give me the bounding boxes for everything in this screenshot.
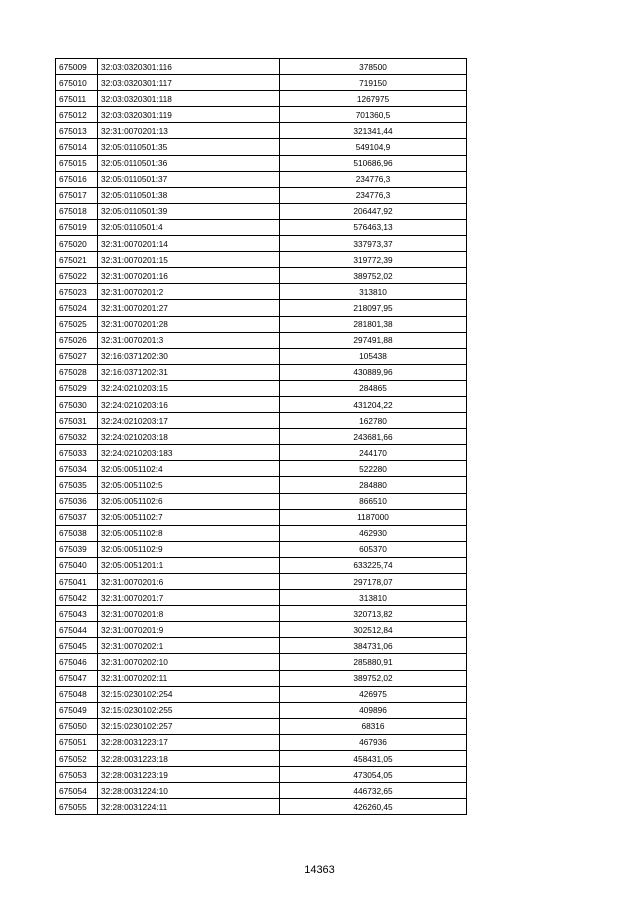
- cadastral-number-cell: 32:31:0070201:2: [98, 284, 280, 300]
- row-number-cell: 675052: [56, 751, 98, 767]
- table-body: [56, 59, 467, 815]
- row-number-cell: 675035: [56, 477, 98, 493]
- value-cell: 549104,9: [280, 139, 467, 155]
- table-row: [56, 268, 467, 284]
- row-number-cell: 675045: [56, 638, 98, 654]
- cadastral-number-cell: 32:31:0070201:16: [98, 268, 280, 284]
- cadastral-number-cell: 32:05:0110501:4: [98, 219, 280, 235]
- table-row: [56, 638, 467, 654]
- cadastral-number-cell: 32:31:0070202:11: [98, 670, 280, 686]
- row-number-cell: 675029: [56, 380, 98, 396]
- cadastral-number-cell: 32:05:0051102:6: [98, 493, 280, 509]
- cadastral-number-cell: 32:16:0371202:31: [98, 364, 280, 380]
- cadastral-number-cell: 32:31:0070201:15: [98, 252, 280, 268]
- table-row: [56, 718, 467, 734]
- value-cell: 701360,5: [280, 107, 467, 123]
- row-number-cell: 675014: [56, 139, 98, 155]
- table-row: [56, 123, 467, 139]
- row-number-cell: 675030: [56, 396, 98, 412]
- table-row: [56, 670, 467, 686]
- cadastral-number-cell: 32:24:0210203:18: [98, 429, 280, 445]
- cadastral-number-cell: 32:24:0210203:15: [98, 380, 280, 396]
- value-cell: 297178,07: [280, 574, 467, 590]
- cadastral-number-cell: 32:05:0110501:36: [98, 155, 280, 171]
- value-cell: 320713,82: [280, 606, 467, 622]
- row-number-cell: 675010: [56, 75, 98, 91]
- row-number-cell: 675022: [56, 268, 98, 284]
- row-number-cell: 675031: [56, 413, 98, 429]
- table-row: [56, 493, 467, 509]
- value-cell: 426260,45: [280, 799, 467, 815]
- cadastral-number-cell: 32:05:0110501:35: [98, 139, 280, 155]
- value-cell: 409896: [280, 702, 467, 718]
- table-row: [56, 590, 467, 606]
- cadastral-number-cell: 32:05:0110501:39: [98, 203, 280, 219]
- value-cell: 284865: [280, 380, 467, 396]
- table-row: [56, 171, 467, 187]
- row-number-cell: 675019: [56, 219, 98, 235]
- row-number-cell: 675011: [56, 91, 98, 107]
- table-row: [56, 445, 467, 461]
- row-number-cell: 675050: [56, 718, 98, 734]
- table-row: [56, 300, 467, 316]
- cadastral-number-cell: 32:16:0371202:30: [98, 348, 280, 364]
- cadastral-number-cell: 32:28:0031224:11: [98, 799, 280, 815]
- cadastral-number-cell: 32:15:0230102:255: [98, 702, 280, 718]
- row-number-cell: 675053: [56, 767, 98, 783]
- table-row: [56, 107, 467, 123]
- row-number-cell: 675054: [56, 783, 98, 799]
- value-cell: 458431,05: [280, 751, 467, 767]
- value-cell: 430889,96: [280, 364, 467, 380]
- row-number-cell: 675038: [56, 525, 98, 541]
- table-row: [56, 525, 467, 541]
- table-row: [56, 574, 467, 590]
- value-cell: 426975: [280, 686, 467, 702]
- row-number-cell: 675012: [56, 107, 98, 123]
- cadastral-number-cell: 32:05:0051201:1: [98, 557, 280, 573]
- value-cell: 719150: [280, 75, 467, 91]
- table-row: [56, 396, 467, 412]
- value-cell: 1187000: [280, 509, 467, 525]
- cadastral-value-table: [55, 58, 467, 815]
- cadastral-number-cell: 32:15:0230102:254: [98, 686, 280, 702]
- row-number-cell: 675027: [56, 348, 98, 364]
- value-cell: 321341,44: [280, 123, 467, 139]
- row-number-cell: 675013: [56, 123, 98, 139]
- row-number-cell: 675049: [56, 702, 98, 718]
- row-number-cell: 675048: [56, 686, 98, 702]
- cadastral-number-cell: 32:31:0070201:13: [98, 123, 280, 139]
- value-cell: 105438: [280, 348, 467, 364]
- table-row: [56, 413, 467, 429]
- row-number-cell: 675041: [56, 574, 98, 590]
- table-row: [56, 252, 467, 268]
- row-number-cell: 675025: [56, 316, 98, 332]
- row-number-cell: 675028: [56, 364, 98, 380]
- value-cell: 337973,37: [280, 236, 467, 252]
- value-cell: 313810: [280, 284, 467, 300]
- value-cell: 234776,3: [280, 187, 467, 203]
- table-row: [56, 509, 467, 525]
- cadastral-number-cell: 32:03:0320301:118: [98, 91, 280, 107]
- table-row: [56, 219, 467, 235]
- table-row: [56, 203, 467, 219]
- cadastral-number-cell: 32:03:0320301:119: [98, 107, 280, 123]
- row-number-cell: 675024: [56, 300, 98, 316]
- cadastral-number-cell: 32:24:0210203:183: [98, 445, 280, 461]
- cadastral-number-cell: 32:31:0070201:9: [98, 622, 280, 638]
- table-row: [56, 654, 467, 670]
- table-row: [56, 364, 467, 380]
- table-row: [56, 477, 467, 493]
- cadastral-number-cell: 32:31:0070201:8: [98, 606, 280, 622]
- value-cell: 510686,96: [280, 155, 467, 171]
- row-number-cell: 675018: [56, 203, 98, 219]
- value-cell: 866510: [280, 493, 467, 509]
- table-row: [56, 59, 467, 75]
- row-number-cell: 675037: [56, 509, 98, 525]
- cadastral-number-cell: 32:24:0210203:16: [98, 396, 280, 412]
- value-cell: 605370: [280, 541, 467, 557]
- value-cell: 633225,74: [280, 557, 467, 573]
- value-cell: 313810: [280, 590, 467, 606]
- table-row: [56, 332, 467, 348]
- table-row: [56, 557, 467, 573]
- table-row: [56, 316, 467, 332]
- value-cell: 389752,02: [280, 268, 467, 284]
- value-cell: 234776,3: [280, 171, 467, 187]
- cadastral-number-cell: 32:05:0051102:7: [98, 509, 280, 525]
- value-cell: 446732,65: [280, 783, 467, 799]
- value-cell: 384731,06: [280, 638, 467, 654]
- row-number-cell: 675044: [56, 622, 98, 638]
- cadastral-number-cell: 32:28:0031223:19: [98, 767, 280, 783]
- cadastral-number-cell: 32:31:0070201:6: [98, 574, 280, 590]
- row-number-cell: 675032: [56, 429, 98, 445]
- cadastral-number-cell: 32:28:0031224:10: [98, 783, 280, 799]
- table-row: [56, 767, 467, 783]
- value-cell: 243681,66: [280, 429, 467, 445]
- cadastral-number-cell: 32:31:0070201:7: [98, 590, 280, 606]
- value-cell: 297491,88: [280, 332, 467, 348]
- row-number-cell: 675042: [56, 590, 98, 606]
- table-row: [56, 380, 467, 396]
- table-row: [56, 734, 467, 750]
- value-cell: 284880: [280, 477, 467, 493]
- table-row: [56, 187, 467, 203]
- row-number-cell: 675039: [56, 541, 98, 557]
- value-cell: 522280: [280, 461, 467, 477]
- value-cell: 1267975: [280, 91, 467, 107]
- cadastral-number-cell: 32:31:0070201:27: [98, 300, 280, 316]
- value-cell: 302512,84: [280, 622, 467, 638]
- table-row: [56, 429, 467, 445]
- table-row: [56, 783, 467, 799]
- table-row: [56, 606, 467, 622]
- table-row: [56, 622, 467, 638]
- value-cell: 319772,39: [280, 252, 467, 268]
- table-row: [56, 155, 467, 171]
- table-row: [56, 236, 467, 252]
- cadastral-number-cell: 32:15:0230102:257: [98, 718, 280, 734]
- cadastral-number-cell: 32:31:0070202:10: [98, 654, 280, 670]
- row-number-cell: 675047: [56, 670, 98, 686]
- row-number-cell: 675040: [56, 557, 98, 573]
- row-number-cell: 675034: [56, 461, 98, 477]
- cadastral-number-cell: 32:05:0051102:8: [98, 525, 280, 541]
- value-cell: 431204,22: [280, 396, 467, 412]
- cadastral-number-cell: 32:31:0070201:3: [98, 332, 280, 348]
- row-number-cell: 675033: [56, 445, 98, 461]
- value-cell: 285880,91: [280, 654, 467, 670]
- cadastral-number-cell: 32:31:0070201:14: [98, 236, 280, 252]
- row-number-cell: 675020: [56, 236, 98, 252]
- row-number-cell: 675009: [56, 59, 98, 75]
- cadastral-number-cell: 32:03:0320301:116: [98, 59, 280, 75]
- table-row: [56, 75, 467, 91]
- row-number-cell: 675017: [56, 187, 98, 203]
- row-number-cell: 675015: [56, 155, 98, 171]
- row-number-cell: 675051: [56, 734, 98, 750]
- row-number-cell: 675036: [56, 493, 98, 509]
- value-cell: 389752,02: [280, 670, 467, 686]
- row-number-cell: 675046: [56, 654, 98, 670]
- value-cell: 162780: [280, 413, 467, 429]
- cadastral-number-cell: 32:05:0051102:9: [98, 541, 280, 557]
- table-row: [56, 686, 467, 702]
- value-cell: 218097,95: [280, 300, 467, 316]
- row-number-cell: 675055: [56, 799, 98, 815]
- value-cell: 68316: [280, 718, 467, 734]
- value-cell: 467936: [280, 734, 467, 750]
- cadastral-number-cell: 32:05:0110501:37: [98, 171, 280, 187]
- cadastral-number-cell: 32:28:0031223:17: [98, 734, 280, 750]
- cadastral-number-cell: 32:31:0070202:1: [98, 638, 280, 654]
- row-number-cell: 675016: [56, 171, 98, 187]
- cadastral-number-cell: 32:05:0110501:38: [98, 187, 280, 203]
- row-number-cell: 675026: [56, 332, 98, 348]
- cadastral-number-cell: 32:05:0051102:5: [98, 477, 280, 493]
- value-cell: 462930: [280, 525, 467, 541]
- table-row: [56, 541, 467, 557]
- table-row: [56, 348, 467, 364]
- value-cell: 281801,38: [280, 316, 467, 332]
- cadastral-number-cell: 32:05:0051102:4: [98, 461, 280, 477]
- page-number: 14363: [304, 864, 335, 876]
- row-number-cell: 675043: [56, 606, 98, 622]
- cadastral-number-cell: 32:24:0210203:17: [98, 413, 280, 429]
- table-row: [56, 284, 467, 300]
- cadastral-number-cell: 32:28:0031223:18: [98, 751, 280, 767]
- cadastral-number-cell: 32:03:0320301:117: [98, 75, 280, 91]
- value-cell: 576463,13: [280, 219, 467, 235]
- row-number-cell: 675023: [56, 284, 98, 300]
- table-row: [56, 799, 467, 815]
- table-row: [56, 91, 467, 107]
- table-row: [56, 702, 467, 718]
- value-cell: 378500: [280, 59, 467, 75]
- table-row: [56, 751, 467, 767]
- table-row: [56, 139, 467, 155]
- value-cell: 206447,92: [280, 203, 467, 219]
- value-cell: 244170: [280, 445, 467, 461]
- cadastral-number-cell: 32:31:0070201:28: [98, 316, 280, 332]
- value-cell: 473054,05: [280, 767, 467, 783]
- table-row: [56, 461, 467, 477]
- row-number-cell: 675021: [56, 252, 98, 268]
